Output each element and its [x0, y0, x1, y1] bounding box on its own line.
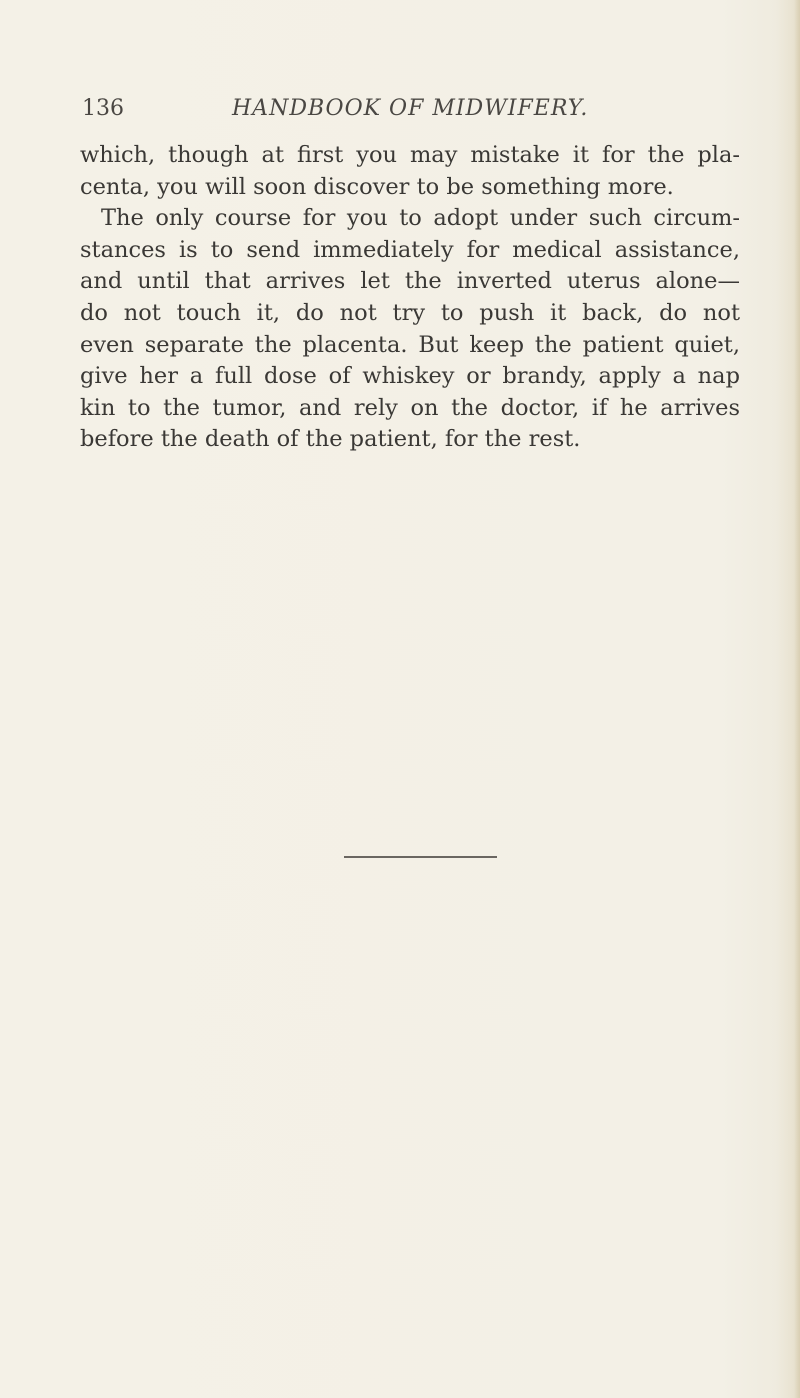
text-line: even separate the placenta. But keep the patient quiet, — [80, 331, 740, 358]
running-title: HANDBOOK OF MIDWIFERY. — [232, 96, 589, 121]
page-edge-shadow — [794, 0, 800, 1398]
text-line: and until that arrives let the inverted uterus alone— — [80, 268, 740, 295]
text-line: stances is to send immediately for medical assistance, — [80, 236, 740, 263]
text-line: centa, you will soon discover to be something more. — [80, 173, 674, 200]
text-line: do not touch it, do not try to push it back, do not — [80, 299, 740, 326]
page-header — [82, 96, 642, 130]
text-line: The only course for you to adopt under such circum- — [101, 205, 740, 232]
body-text — [80, 140, 740, 456]
text-line: before the death of the patient, for the rest. — [80, 426, 581, 453]
text-line: give her a full dose of whiskey or brandy, apply a nap — [80, 363, 740, 390]
text-line: kin to the tumor, and rely on the doctor, if he arrives — [80, 394, 740, 421]
section-divider — [344, 856, 497, 858]
page-number: 136 — [82, 96, 124, 121]
text-line: which, though at first you may mistake it for the pla- — [80, 142, 740, 168]
